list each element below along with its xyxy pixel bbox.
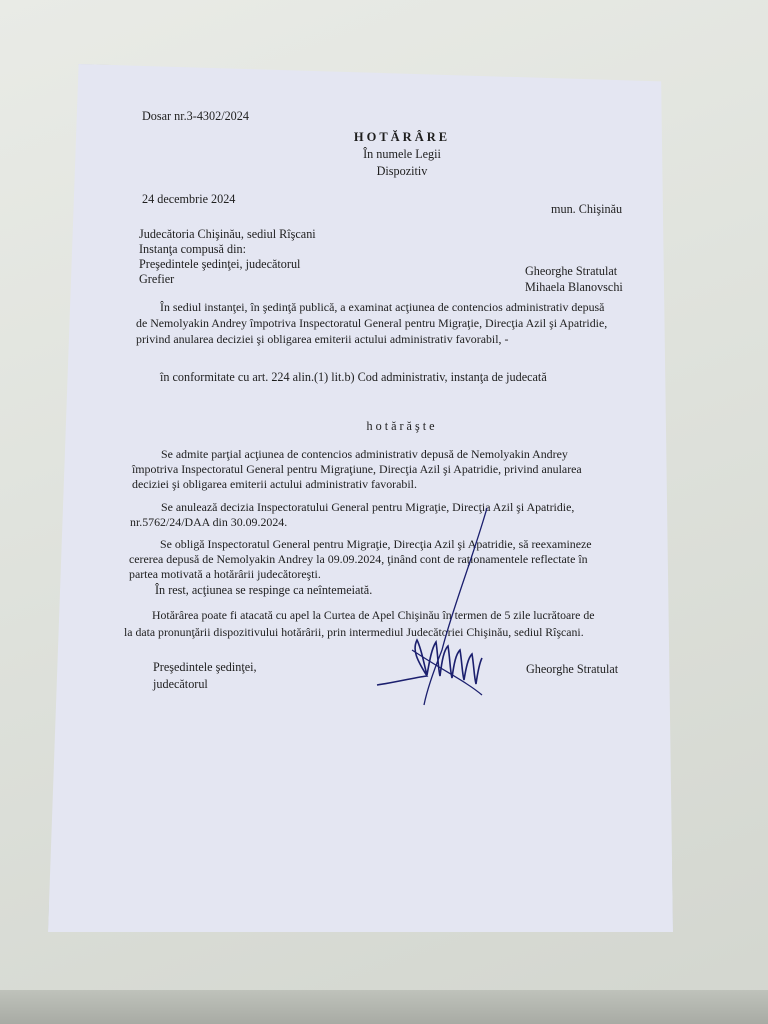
appeal-line-2: la data pronunţării dispozitivului hotărârii, prin intermediul Judecătoriei Chişinău, sediul Rîşcani.: [124, 625, 584, 639]
ruling-3-line-1: Se obligă Inspectoratul General pentru Migraţie, Direcţia Azil şi Apatridie, să reexamineze: [160, 537, 592, 551]
table-surface: [0, 990, 768, 1024]
decides-heading: hotărăşte: [366, 419, 438, 433]
appeal-line-1: Hotărârea poate fi atacată cu apel la Curtea de Apel Chişinău în termen de 5 zile lucrătoare de: [152, 608, 595, 622]
ruling-1-line-3: deciziei şi obligarea emiterii actului administrativ favorabil.: [132, 477, 417, 491]
ruling-3-line-3: partea motivată a hotărârii judecătoreşti.: [129, 567, 321, 581]
document-subtitle-dispositive: Dispozitiv: [376, 164, 428, 178]
handwritten-signature: [372, 500, 512, 710]
conformity-line: în conformitate cu art. 224 alin.(1) lit.b) Cod administrativ, instanţa de judecată: [160, 370, 547, 384]
ruling-3-line-2: cererea depusă de Nemolyakin Andrey la 09.09.2024, ţinând cont de raţionamentele reflectate în: [129, 552, 588, 566]
signature-name: Gheorghe Stratulat: [526, 662, 619, 676]
ruling-4: În rest, acţiunea se respinge ca neîntemeiată.: [155, 583, 373, 597]
court-name: Judecătoria Chişinău, sediul Rîşcani: [139, 227, 316, 241]
ruling-2-line-1: Se anulează decizia Inspectoratului General pentru Migraţie, Direcţia Azil şi Apatridie,: [161, 500, 575, 514]
clerk-name: Mihaela Blanovschi: [525, 280, 623, 294]
ruling-1-line-2: împotriva Inspectoratul General pentru Migraţiune, Direcţia Azil şi Apatridie, privind anularea: [132, 462, 582, 476]
document-date: 24 decembrie 2024: [142, 192, 236, 206]
ruling-2-line-2: nr.5762/24/DAA din 30.09.2024.: [130, 515, 288, 529]
presiding-label: Preşedintele şedinţei, judecătorul: [139, 257, 301, 271]
clerk-label: Grefier: [139, 272, 175, 286]
signature-label-2: judecătorul: [153, 677, 208, 691]
document-title: HOTĂRÂRE: [353, 130, 451, 144]
intro-line-2: de Nemolyakin Andrey împotriva Inspectoratul General pentru Migraţie, Direcţia Azil şi Apatridie,: [136, 316, 608, 330]
document-subtitle-law: În numele Legii: [363, 147, 441, 161]
composition-label: Instanţa compusă din:: [139, 242, 246, 256]
document-place: mun. Chişinău: [551, 202, 623, 216]
file-number: Dosar nr.3-4302/2024: [142, 109, 249, 123]
intro-line-1: În sediul instanţei, în şedinţă publică, a examinat acţiunea de contencios administrativ depusă: [160, 300, 605, 314]
signature-label-1: Preşedintele şedinţei,: [153, 660, 257, 674]
intro-line-3: privind anularea deciziei şi obligarea emiterii actului administrativ favorabil, -: [136, 332, 509, 346]
presiding-name: Gheorghe Stratulat: [525, 264, 618, 278]
ruling-1-line-1: Se admite parţial acţiunea de contencios administrativ depusă de Nemolyakin Andrey: [161, 447, 568, 461]
